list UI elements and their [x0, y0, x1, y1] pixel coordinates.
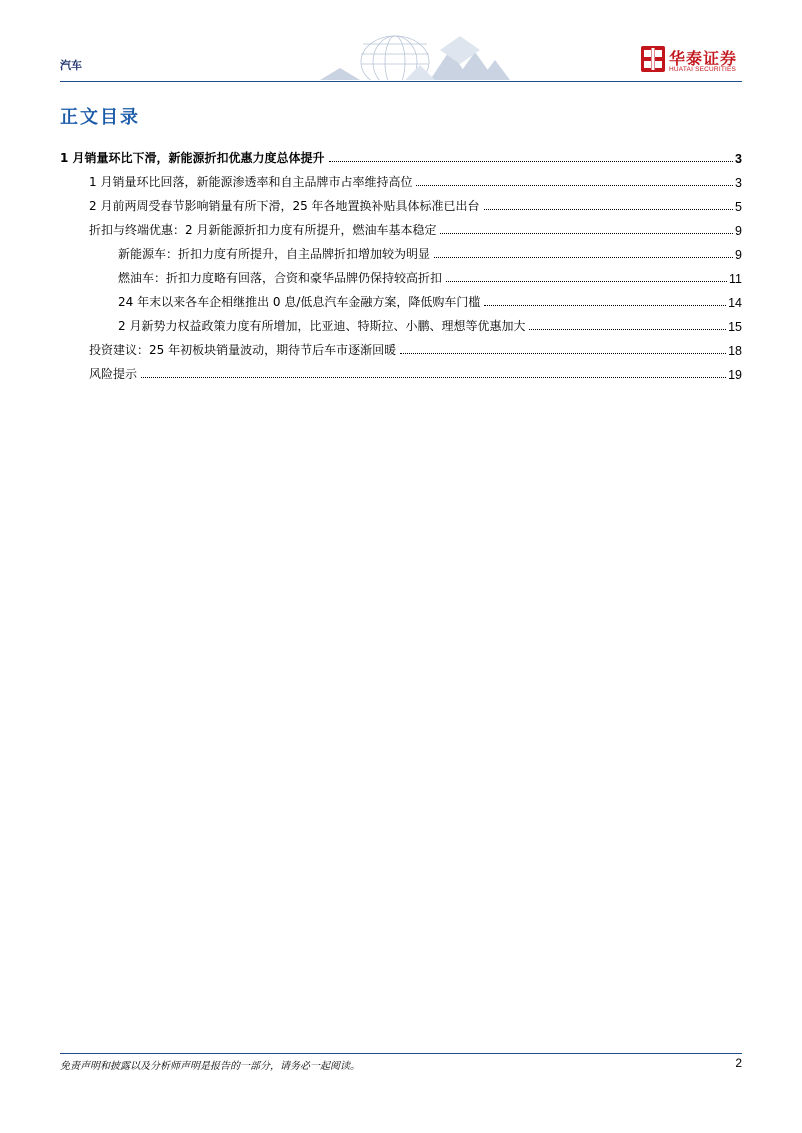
toc-leader-dots: [446, 281, 727, 282]
toc-entry-text: 投资建议：25 年初板块销量波动，期待节后车市逐渐回暖: [89, 343, 397, 357]
toc-entry[interactable]: [118, 292, 742, 310]
toc-entry[interactable]: [89, 364, 742, 382]
toc-entry[interactable]: [118, 268, 742, 286]
sector-label: 汽车: [60, 59, 82, 72]
page-number: 2: [735, 1056, 742, 1070]
header-rule: [60, 81, 742, 82]
toc-entry-page: 15: [728, 320, 742, 334]
toc-leader-dots: [416, 185, 733, 186]
toc-leader-dots: [434, 257, 733, 258]
toc-leader-dots: [400, 353, 726, 354]
toc-entry-text: 燃油车：折扣力度略有回落，合资和豪华品牌仍保持较高折扣: [118, 271, 443, 285]
toc-entry[interactable]: [89, 172, 742, 190]
toc-entry-page: 3: [735, 176, 742, 190]
toc-entry-text: 24 年末以来各车企相继推出 0 息/低息汽车金融方案，降低购车门槛: [118, 295, 481, 309]
toc-entry-page: 19: [728, 368, 742, 382]
toc-entry-page: 11: [729, 272, 742, 286]
footer-disclaimer: 免责声明和披露以及分析师声明是报告的一部分，请务必一起阅读。: [60, 1061, 360, 1072]
toc-entry-text: 风险提示: [89, 367, 138, 381]
huatai-logo-mark-icon: [641, 46, 665, 72]
toc-entry[interactable]: [89, 220, 742, 238]
toc-entry-page: 5: [735, 200, 742, 214]
toc-title: 正文目录: [60, 107, 140, 128]
toc-entry-page: 18: [728, 344, 742, 358]
toc-leader-dots: [529, 329, 726, 330]
toc-entry-text: 2 月前两周受春节影响销量有所下滑，25 年各地置换补贴具体标准已出台: [89, 199, 480, 213]
header-globe-graphic: [300, 30, 530, 80]
logo-chinese-name: 华泰证券: [669, 49, 738, 68]
toc-entry[interactable]: [89, 196, 742, 214]
toc-entry-page: 9: [735, 248, 742, 262]
toc-entry[interactable]: [60, 148, 742, 166]
toc-entry-text: 新能源车：折扣力度有所提升，自主品牌折扣增加较为明显: [118, 247, 431, 261]
toc-entry[interactable]: [118, 244, 742, 262]
footer-rule: [60, 1053, 742, 1054]
toc-entry-text: 折扣与终端优惠：2 月新能源折扣力度有所提升，燃油车基本稳定: [89, 223, 437, 237]
toc-leader-dots: [141, 377, 726, 378]
toc-entry-page: 9: [735, 224, 742, 238]
toc-entry-text: 1 月销量环比下滑，新能源折扣优惠力度总体提升: [60, 151, 325, 165]
toc-entry-page: 14: [728, 296, 742, 310]
toc-entry-page: 3: [735, 152, 742, 166]
logo-english-name: HUATAI SECURITIES: [669, 66, 737, 73]
toc-entry[interactable]: [89, 340, 742, 358]
toc-entry-text: 2 月新势力权益政策力度有所增加，比亚迪、特斯拉、小鹏、理想等优惠加大: [118, 319, 526, 333]
toc-leader-dots: [440, 233, 733, 234]
huatai-logo: [641, 44, 743, 78]
toc-entry-text: 1 月销量环比回落，新能源渗透率和自主品牌市占率维持高位: [89, 175, 413, 189]
toc-leader-dots: [329, 161, 734, 162]
toc-leader-dots: [484, 305, 726, 306]
toc-leader-dots: [484, 209, 734, 210]
toc-entry[interactable]: [118, 316, 742, 334]
